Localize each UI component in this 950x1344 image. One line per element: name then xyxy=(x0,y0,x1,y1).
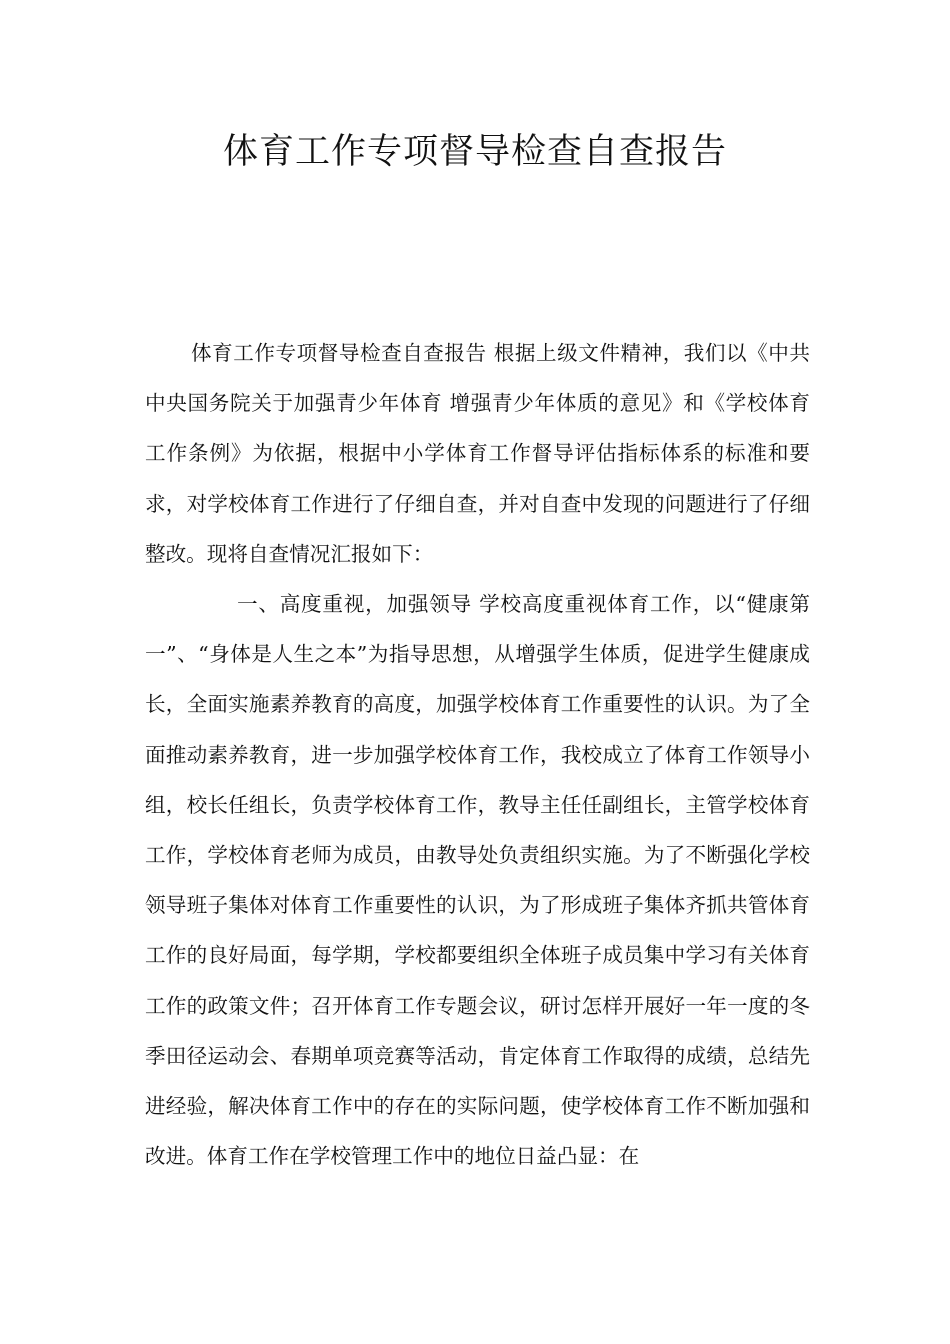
document-body xyxy=(145,328,810,1181)
paragraph-section-one: 一、高度重视，加强领导 学校高度重视体育工作，以“健康第一”、“身体是人生之本”为指导思想，从增强学生体质，促进学生健康成长，全面实施素养教育的高度，加强学校体育工作重要性的认识。为了全面推动素养教育，进一步加强学校体育工作，我校成立了体育工作领导小组，校长任组长，负责学校体育工作，教导主任任副组长，主管学校体育工作，学校体育老师为成员，由教导处负责组织实施。为了不断强化学校领导班子集体对体育工作重要性的认识，为了形成班子集体齐抓共管体育工作的良好局面，每学期，学校都要组织全体班子成员集中学习有关体育工作的政策文件；召开体育工作专题会议，研讨怎样开展好一年一度的冬季田径运动会、春期单项竞赛等活动，肯定体育工作取得的成绩，总结先进经验，解决体育工作中的存在的实际问题，使学校体育工作不断加强和改进。体育工作在学校管理工作中的地位日益凸显：在 xyxy=(145,592,810,1169)
paragraph-intro: 体育工作专项督导检查自查报告 根据上级文件精神，我们以《中共中央国务院关于加强青少年体育 增强青少年体质的意见》和《学校体育工作条例》为依据，根据中小学体育工作督导评估指标体系的标准和要求，对学校体育工作进行了仔细自查，并对自查中发现的问题进行了仔细整改。现将自查情况汇报如下： xyxy=(145,341,810,566)
document-title: 体育工作专项督导检查自查报告 xyxy=(222,132,727,172)
